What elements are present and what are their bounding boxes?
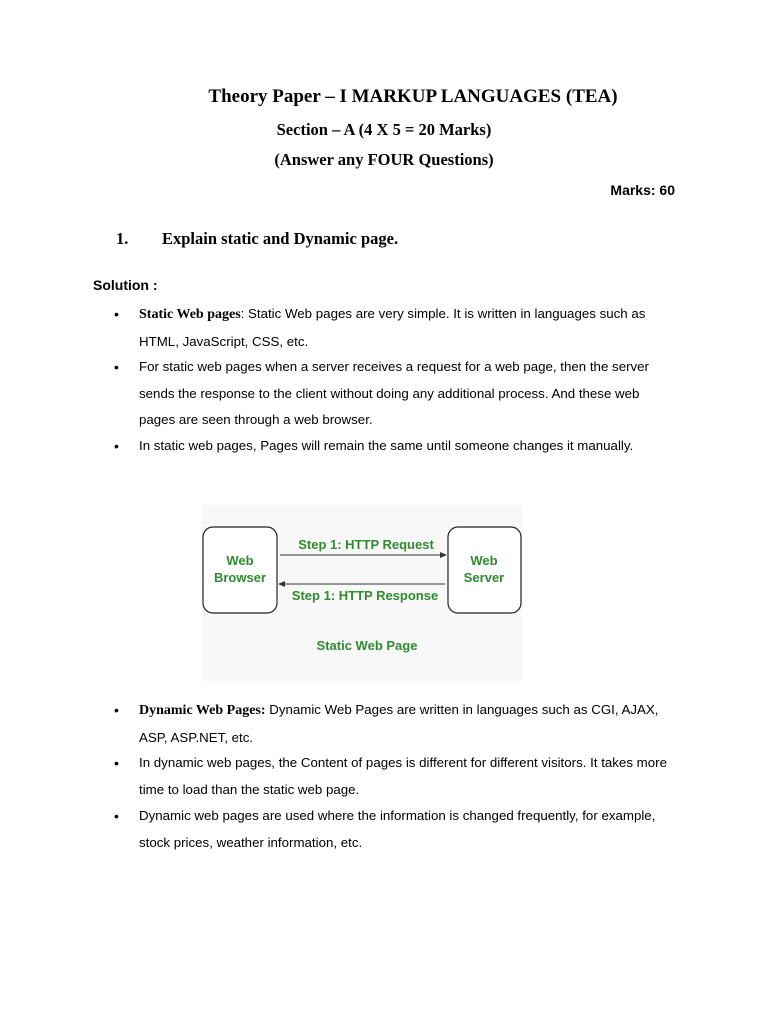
static-web-page-diagram (202, 505, 522, 681)
response-arrowhead (278, 581, 285, 587)
list-item (114, 803, 674, 856)
request-arrowhead (440, 552, 447, 558)
bullet-dot: • (114, 359, 119, 375)
term-static: Static Web pages (139, 307, 241, 322)
paper-title: Theory Paper – I MARKUP LANGUAGES (TEA) (208, 86, 618, 107)
bullet-text: In static web pages, Pages will remain the same until someone changes it manually. (139, 438, 634, 453)
instruction-heading: (Answer any FOUR Questions) (274, 150, 494, 169)
bullet-text: Dynamic web pages are used where the information is changed frequently, for example, stock prices, weather information, etc. (139, 808, 656, 850)
list-item (114, 433, 674, 460)
browser-label-line2: Browser (213, 570, 267, 585)
response-label: Step 1: HTTP Response (291, 588, 439, 603)
server-label-line2: Server (463, 570, 505, 585)
list-item (114, 750, 674, 803)
term-dynamic: Dynamic Web Pages: (139, 703, 266, 718)
list-item (114, 354, 674, 434)
server-label-line1: Web (470, 553, 498, 568)
list-item (114, 301, 674, 355)
bullet-text: Dynamic Web Pages are written in languages such as CGI, AJAX, ASP, ASP.NET, etc. (139, 702, 659, 745)
list-item (114, 697, 674, 751)
section-heading: Section – A (4 X 5 = 20 Marks) (276, 120, 492, 139)
bullet-text: For static web pages when a server receives a request for a web page, then the server sends the response to the client without doing any additional process. And these web pages are seen through a web browser. (139, 359, 649, 427)
diagram-caption: Static Web Page (316, 638, 418, 653)
request-label: Step 1: HTTP Request (298, 537, 434, 552)
solution-label: Solution : (93, 277, 158, 293)
bullet-dot: • (114, 438, 119, 454)
browser-label-line1: Web (226, 553, 254, 568)
question-text: Explain static and Dynamic page. (162, 229, 399, 248)
bullet-dot: • (114, 702, 119, 718)
bullet-dot: • (114, 755, 119, 771)
bullet-text: : Static Web pages are very simple. It is written in languages such as HTML, JavaScript, CSS, etc. (139, 306, 646, 349)
bullet-text: In dynamic web pages, the Content of pages is different for different visitors. It takes more time to load than the static web page. (139, 755, 667, 797)
bullet-dot: • (114, 306, 119, 322)
question-number: 1. (116, 229, 129, 248)
bullet-dot: • (114, 808, 119, 824)
marks-label: Marks: 60 (610, 182, 675, 198)
